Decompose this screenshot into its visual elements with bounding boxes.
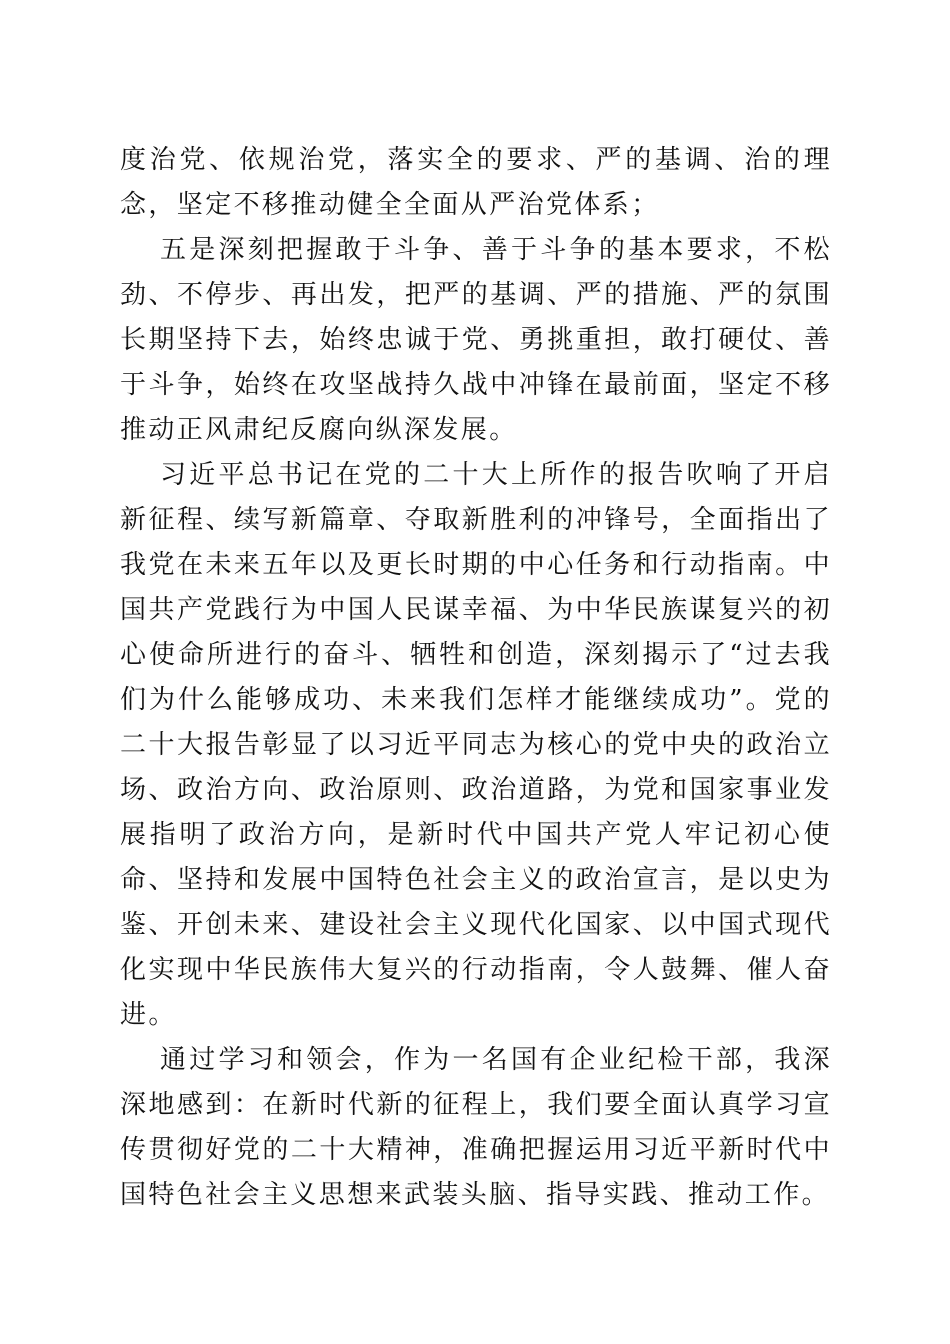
document-body [120, 138, 832, 1218]
paragraph-reflection: 通过学习和领会，作为一名国有企业纪检干部，我深深地感到：在新时代新的征程上，我们要全面认真学习宣传贯彻好党的二十大精神，准确把握运用习近平新时代中国特色社会主义思想来武装头脑、指导实践、推动工作。 [120, 1045, 832, 1210]
paragraph-continued: 度治党、依规治党，落实全的要求、严的基调、治的理念，坚定不移推动健全全面从严治党体系； [120, 145, 832, 220]
paragraph-point-five: 五是深刻把握敢于斗争、善于斗争的基本要求，不松劲、不停步、再出发，把严的基调、严的措施、严的氛围长期坚持下去，始终忠诚于党、勇挑重担，敢打硬仗、善于斗争，始终在攻坚战持久战中冲锋在最前面，坚定不移推动正风肃纪反腐向纵深发展。 [120, 235, 832, 445]
paragraph-report-summary: 习近平总书记在党的二十大上所作的报告吹响了开启新征程、续写新篇章、夺取新胜利的冲锋号，全面指出了我党在未来五年以及更长时期的中心任务和行动指南。中国共产党践行为中国人民谋幸福、为中华民族谋复兴的初心使命所进行的奋斗、牺牲和创造，深刻揭示了“过去我们为什么能够成功、未来我们怎样才能继续成功”。党的二十大报告彰显了以习近平同志为核心的党中央的政治立场、政治方向、政治原则、政治道路，为党和国家事业发展指明了政治方向，是新时代中国共产党人牢记初心使命、坚持和发展中国特色社会主义的政治宣言，是以史为鉴、开创未来、建设社会主义现代化国家、以中国式现代化实现中华民族伟大复兴的行动指南，令人鼓舞、催人奋进。 [120, 460, 832, 1030]
